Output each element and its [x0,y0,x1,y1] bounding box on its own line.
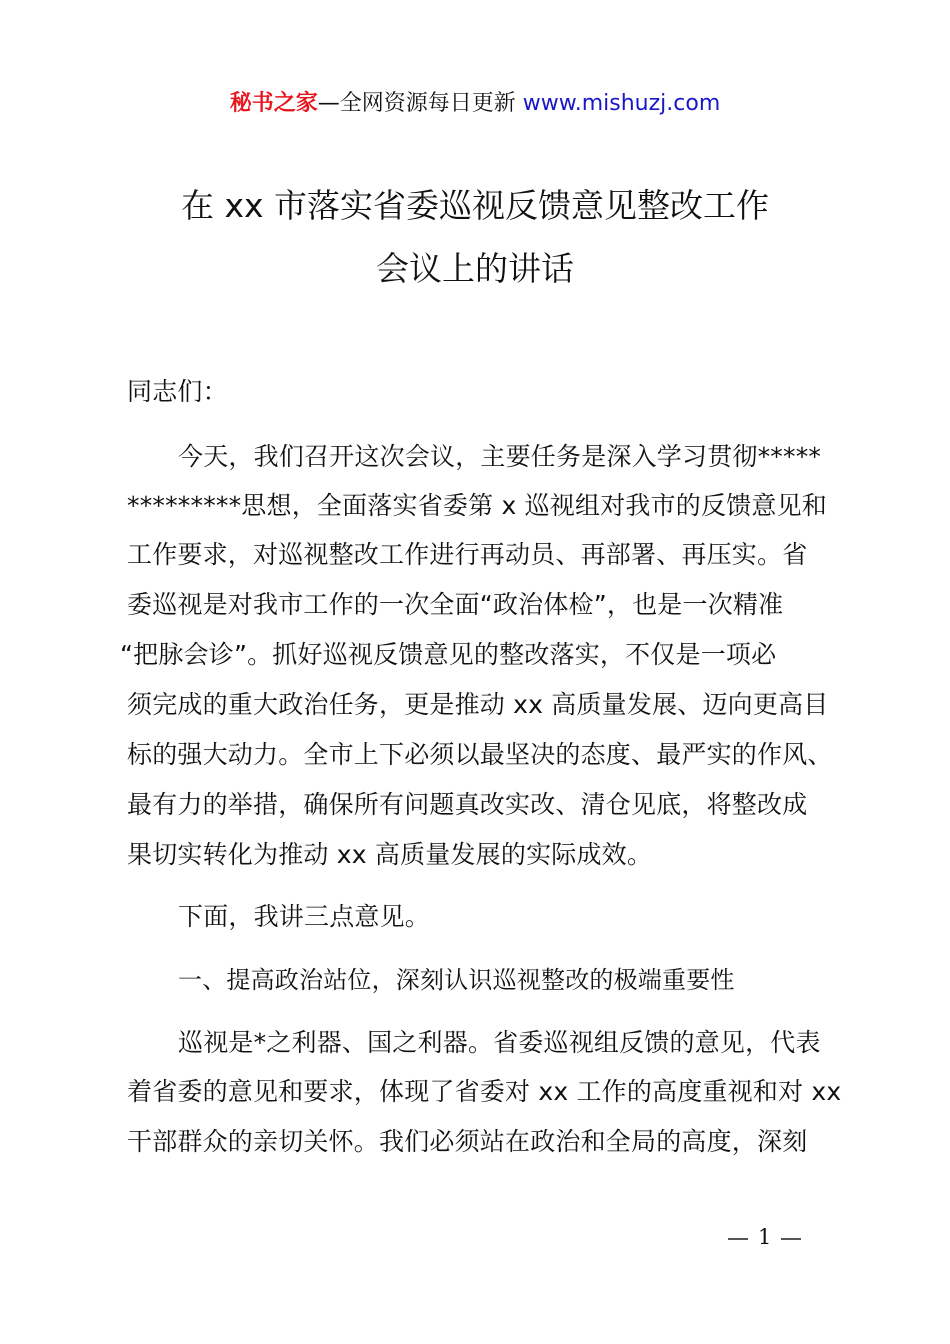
document-title-line-2: 会议上的讲话 [376,249,574,288]
site-header [0,89,950,119]
body-line: 干部群众的亲切关怀。我们必须站在政治和全局的高度，深刻 [127,1127,808,1156]
brand-name: 秘书之家 [229,91,318,116]
body-line: 果切实转化为推动 xx 高质量发展的实际成效。 [127,840,653,869]
header-slogan: —全网资源每日更新 [317,91,516,116]
salutation: 同志们： [127,377,228,406]
page-number-dash-right [781,1238,801,1240]
page-number [718,1225,811,1249]
document-title-line-1: 在 xx 市落实省委巡视反馈意见整改工作 [180,186,770,225]
body-line: 着省委的意见和要求，体现了省委对 xx 工作的高度重视和对 xx [127,1077,842,1106]
section-heading-1: 一、提高政治站位，深刻认识巡视整改的极端重要性 [178,966,735,994]
body-line: “把脉会诊”。抓好巡视反馈意见的整改落实，不仅是一项必 [120,640,777,669]
body-line: 巡视是*之利器、国之利器。省委巡视组反馈的意见，代表 [178,1028,821,1057]
page-number-dash-left [728,1238,748,1240]
page-number-value: 1 [758,1225,772,1249]
site-url-link[interactable]: www.mishuzj.com [522,91,721,116]
body-line: 最有力的举措，确保所有问题真改实改、清仓见底，将整改成 [127,790,808,819]
body-line: *********思想，全面落实省委第 x 巡视组对我市的反馈意见和 [127,491,827,520]
body-line: 须完成的重大政治任务，更是推动 xx 高质量发展、迈向更高目 [127,690,829,719]
body-line-transition: 下面，我讲三点意见。 [178,902,431,931]
body-line: 标的强大动力。全市上下必须以最坚决的态度、最严实的作风、 [127,740,833,769]
body-line: 工作要求，对巡视整改工作进行再动员、再部署、再压实。省 [127,540,808,569]
body-line: 委巡视是对我市工作的一次全面“政治体检”，也是一次精准 [127,590,784,619]
body-line: 今天，我们召开这次会议，主要任务是深入学习贯彻***** [178,442,822,471]
